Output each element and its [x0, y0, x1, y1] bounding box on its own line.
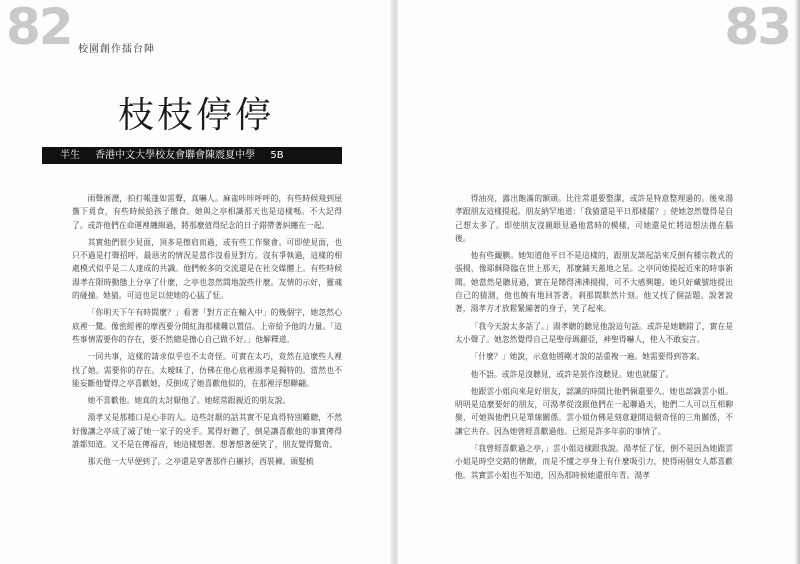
left-body-text	[72, 192, 342, 473]
right-page-number: 83	[724, 0, 790, 56]
page-edge-shadow	[794, 0, 800, 564]
byline-bar	[42, 147, 342, 164]
column-label: 校園創作擂台陣	[78, 44, 155, 55]
byline-school: 香港中文大學校友會聯會陳震夏中學	[95, 150, 256, 161]
paragraph: 雨聲淅瀝，拍打帳蓬如雷聲，真嚇人。麻雀咔咔呼呼的，有些時候飛到屋簷下覓食，有些時候給孩子餵食。她與之亭相識那天也是這樣嗎。不大記得了。或許他們在命運裡纏綿過，將那麼值得紀念的日子錯帶著糾纏在一起。	[72, 194, 342, 230]
paragraph: 他有些靦腆。她知道他平日不是這樣的，跟朋友談起話來反倒有種宗教式的張揚，像耶穌降臨在世上那天，那麼鋪天蓋地之星。之亭同她提起近來的時事新聞。她當然是聽見過，實在是鬧得沸沸揚揚，可不大感興趣。她只好藏號地提出自己的猜測，他也饒有地回答著。剎那間默然片刻。他又找了個話題。說著說著，湯孝方才放鬆緊繃著的身子，笑了起來。	[455, 251, 733, 314]
paragraph: 「你明天下午有時間麼？」看著「對方正在輸入中」的幾個字，她忽然心底裡一驚。像密經裡的摩西要分開紅海那樣難以置信。上帝給予他的力量。「這些事情需要你的存在，要不然總是擔心自己做不好。」他解釋道。	[72, 308, 342, 344]
paragraph: 湯孝又是那種口是心非的人。這些討厭的話其實不是真得特別難聽，不然好像讓之亭成了滅了她一家子的兇手。罵得好聽了，倒是讓喜歡他的事實傳得誰都知道。又不是在傳福音，她這樣想著。想著想著便笑了，朋友覺得驚奇。	[72, 413, 342, 450]
right-body-text	[455, 192, 733, 486]
story-title: 枝枝停停	[117, 95, 274, 136]
byline-class: 5B	[270, 150, 284, 161]
paragraph: 他不語。或許是沒聽見，或許是裝作沒聽見。她也就罷了。	[470, 369, 674, 379]
paragraph: 「我今天說太多話了。」湯孝聽的聽見他說這句話。或許是她聽錯了，實在是太小聲了。她忽然覺得自己是聖母瑪麗亞，神聖得嚇人，使人不敢妄言。	[455, 321, 733, 344]
paragraph: 「我曾經喜歡過之亭，」雲小姐這樣跟我說。湯孝怔了怔，倒不是因為她跟雲小姐是時空交錯的情敵，而是不懂之亭身上有什麼吸引力，使得兩個女人都喜歡他。其實雲小姐也不知道，因為那時候她還很年青。湯孝	[455, 444, 733, 480]
paragraph: 「什麼？」她說，示意他將剛才說的話重複一遍。她需要得到答案。	[470, 352, 705, 362]
paragraph: 他跟雲小姐向來是好朋友，認識的時間比他們倆還要久。她也認識雲小姐。明明是這麼要好的朋友，可湯孝從沒跟他們在一起聯過天，他們二人可以互相聊聚，可她與他們只是單線關係。雲小姐仿佛是刻意避開這個奇怪的三角關係，不讓它共存。因為她曾經喜歡過他。已經是許多年前的事情了。	[455, 386, 733, 436]
paragraph: 其實他們很少見面，頂多是擦肩而過，或有些工作聚會。可即使見面，也只不過是打聲招呼。最惡劣的情況是當作沒看見對方。沒有爭執過，這樣的相處模式似乎是二人達成的共識。他們較多的交流還是在社交媒體上。有些時候湯孝在限時動態上分享了什麼，之亭也忽然間地說些什麼。友情的示好，靈魂的碰撞。她猜。可這也足以使她的心猛了怔。	[72, 237, 342, 301]
byline-award: 半生	[60, 150, 80, 161]
paragraph: 她不喜歡他。她真的太討厭他了。她經常跟親近的朋友說。	[87, 396, 291, 406]
left-page-number: 82	[6, 0, 72, 56]
paragraph: 得油亮，露出飽滿的額頭。比往常還要整潔，或許是特意整理過的。後來湯孝跟朋友這樣提起。朋友納罕地道：「我猜還是平日那樣罷？」使她忽然覺得是自己想太多了。即使朋友沒親眼見過他當時的模樣，可她還是忙將這想法拋在腦後。	[455, 194, 733, 243]
paragraph: 一同共事，這樣的請求似乎也不太奇怪。可實在太巧，竟然在這麼些人裡找了她。需要你的存在。太曖昧了，仿佛在他心底裡湯孝是獨特的。當然也不能妄斷他覺得之亭喜歡她，反倒成了她喜歡他似的，在那裡浮想聯翩。	[72, 352, 342, 388]
left-page	[0, 0, 392, 564]
paragraph: 那天他一大早便到了。之亭還是穿著那件白襯衫，西裝褲。頭髮梳	[87, 457, 314, 467]
